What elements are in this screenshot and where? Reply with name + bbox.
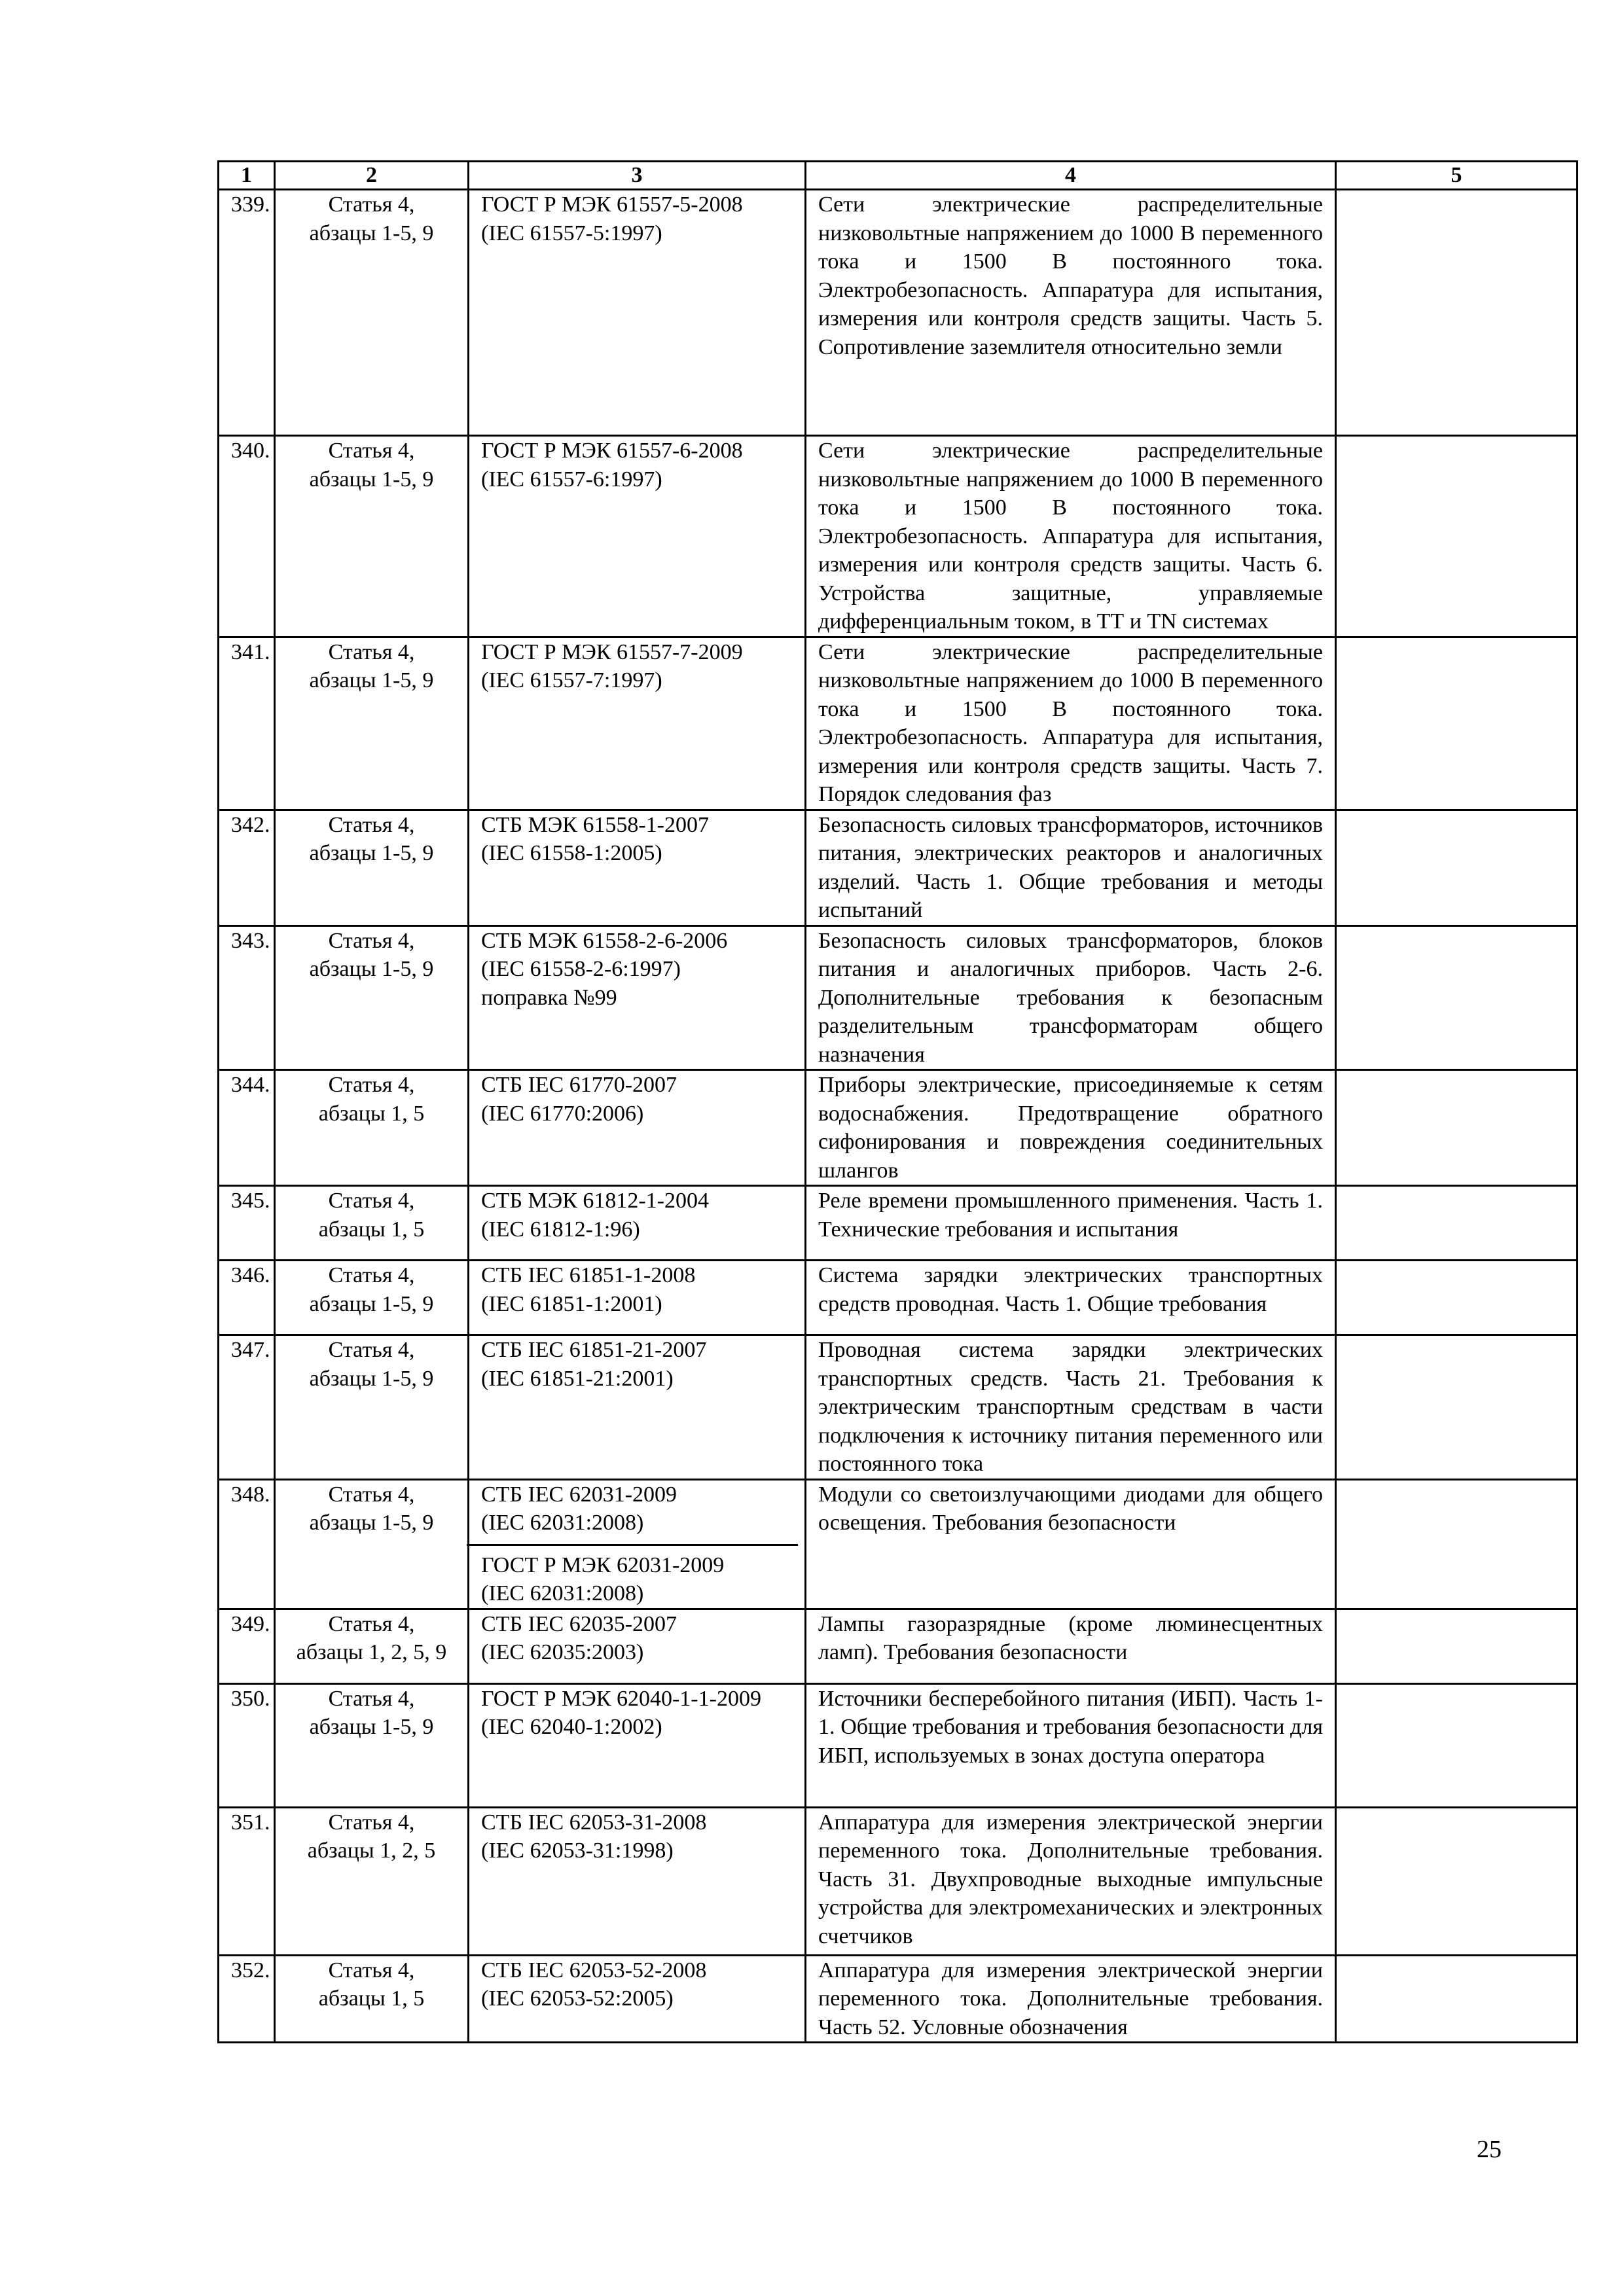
article-cell: [275, 1807, 469, 1955]
row-number: 350.: [219, 1683, 275, 1807]
row-number: 351.: [219, 1807, 275, 1955]
notes-cell: [1336, 1261, 1578, 1335]
notes-cell: [1336, 1807, 1578, 1955]
standard-line: СТБ IEC 62031-2009: [481, 1482, 677, 1507]
description-cell: Безопасность силовых трансформаторов, источников питания, электрических реакторов и аналогичных изделий. Часть 1. Общие требования и методы испытаний: [806, 810, 1336, 925]
standard-cell: [469, 1335, 806, 1480]
standard-block: [467, 1544, 798, 1608]
article-cell: [275, 925, 469, 1070]
article-line: абзацы 1-5, 9: [309, 467, 434, 492]
standard-cell: [469, 810, 806, 925]
standard-block: [481, 1187, 793, 1244]
description-cell: Система зарядки электрических транспортных средств проводная. Часть 1. Общие требования: [806, 1261, 1336, 1335]
standard-line: (IEC 62031:2008): [481, 1581, 644, 1605]
standard-block: [481, 1956, 793, 2013]
description-cell: Сети электрические распределительные низковольтные напряжением до 1000 В переменного тока и 1500 В постоянного тока. Электробезопасность. Аппаратура для испытания, измерения или контроля средств защиты. Часть 7. Порядок следования фаз: [806, 637, 1336, 810]
table-body: [219, 190, 1578, 2043]
standard-cell: [469, 1609, 806, 1683]
standard-cell: [469, 637, 806, 810]
standard-line: (IEC 61557-7:1997): [481, 668, 662, 692]
article-cell: [275, 1609, 469, 1683]
standard-line: поправка №99: [481, 985, 617, 1010]
notes-cell: [1336, 810, 1578, 925]
description-cell: Модули со светоизлучающими диодами для общего освещения. Требования безопасности: [806, 1479, 1336, 1609]
article-line: абзацы 1, 5: [318, 1217, 425, 1242]
standard-line: СТБ IEC 62035-2007: [481, 1611, 677, 1636]
header-col-2: 2: [275, 162, 469, 190]
article-line: Статья 4,: [328, 192, 415, 217]
description-cell: Аппаратура для измерения электрической энергии переменного тока. Дополнительные требования. Часть 31. Двухпроводные выходные импульсные устройства для электромеханических и электронных счетчиков: [806, 1807, 1336, 1955]
notes-cell: [1336, 1186, 1578, 1261]
row-number: 339.: [219, 190, 275, 436]
article-line: Статья 4,: [328, 1810, 415, 1835]
row-number: 352.: [219, 1955, 275, 2043]
article-line: Статья 4,: [328, 928, 415, 953]
row-number: 341.: [219, 637, 275, 810]
standards-table: [217, 160, 1578, 2043]
row-number: 344.: [219, 1070, 275, 1186]
description-cell: Аппаратура для измерения электрической энергии переменного тока. Дополнительные требования. Часть 52. Условные обозначения: [806, 1955, 1336, 2043]
article-line: абзацы 1, 2, 5, 9: [296, 1640, 447, 1664]
article-line: абзацы 1, 5: [318, 1986, 425, 2011]
article-cell: [275, 1335, 469, 1480]
notes-cell: [1336, 1070, 1578, 1186]
standard-line: СТБ МЭК 61812-1-2004: [481, 1189, 709, 1213]
standard-line: (IEC 61558-1:2005): [481, 841, 662, 865]
article-cell: [275, 190, 469, 436]
table-row: [219, 1807, 1578, 1955]
standard-block: [481, 1071, 793, 1128]
standard-cell: [469, 190, 806, 436]
article-line: Статья 4,: [328, 1482, 415, 1507]
standard-block: [481, 1336, 793, 1393]
standard-cell: [469, 1479, 806, 1609]
standard-line: ГОСТ Р МЭК 62040-1-1-2009: [481, 1686, 761, 1711]
standard-line: (IEC 61851-21:2001): [481, 1366, 674, 1391]
table-row: [219, 1261, 1578, 1335]
standard-line: (IEC 62035:2003): [481, 1640, 644, 1664]
standard-line: (IEC 61812-1:96): [481, 1217, 640, 1242]
row-number: 346.: [219, 1261, 275, 1335]
standard-line: (IEC 62031:2008): [481, 1511, 644, 1535]
article-line: Статья 4,: [328, 1686, 415, 1711]
notes-cell: [1336, 436, 1578, 637]
notes-cell: [1336, 925, 1578, 1070]
article-line: Статья 4,: [328, 1338, 415, 1362]
article-cell: [275, 1261, 469, 1335]
row-number: 345.: [219, 1186, 275, 1261]
article-line: Статья 4,: [328, 1263, 415, 1287]
standard-block: [481, 811, 793, 868]
article-cell: [275, 436, 469, 637]
standard-line: ГОСТ Р МЭК 62031-2009: [481, 1552, 725, 1577]
standard-block: [481, 437, 793, 493]
table-row: [219, 1335, 1578, 1480]
notes-cell: [1336, 1955, 1578, 2043]
standard-line: (IEC 62040-1:2002): [481, 1715, 662, 1739]
article-line: абзацы 1, 5: [318, 1101, 425, 1126]
standard-line: (IEC 61770:2006): [481, 1101, 644, 1126]
table-row: [219, 1955, 1578, 2043]
standard-line: ГОСТ Р МЭК 61557-5-2008: [481, 192, 743, 217]
description-cell: Источники бесперебойного питания (ИБП). Часть 1-1. Общие требования и требования безопасности для ИБП, используемых в зонах доступа оператора: [806, 1683, 1336, 1807]
table-row: [219, 1683, 1578, 1807]
description-cell: Реле времени промышленного применения. Часть 1. Технические требования и испытания: [806, 1186, 1336, 1261]
standard-cell: [469, 1070, 806, 1186]
article-cell: [275, 1070, 469, 1186]
article-line: Статья 4,: [328, 1958, 415, 1982]
article-cell: [275, 810, 469, 925]
row-number: 348.: [219, 1479, 275, 1609]
header-col-3: 3: [469, 162, 806, 190]
article-line: Статья 4,: [328, 812, 415, 837]
table-row: [219, 925, 1578, 1070]
article-line: абзацы 1-5, 9: [309, 841, 434, 865]
standard-line: СТБ IEC 62053-31-2008: [481, 1810, 707, 1835]
table-row: [219, 190, 1578, 436]
standard-block: [481, 1685, 793, 1742]
standard-line: ГОСТ Р МЭК 61557-7-2009: [481, 639, 743, 664]
standard-block: [481, 638, 793, 695]
standard-line: СТБ МЭК 61558-2-6-2006: [481, 928, 728, 953]
header-col-4: 4: [806, 162, 1336, 190]
article-cell: [275, 1479, 469, 1609]
standard-cell: [469, 1955, 806, 2043]
row-number: 343.: [219, 925, 275, 1070]
row-number: 342.: [219, 810, 275, 925]
table-row: [219, 1479, 1578, 1609]
standard-cell: [469, 1186, 806, 1261]
article-line: Статья 4,: [328, 439, 415, 463]
article-line: абзацы 1-5, 9: [309, 1366, 434, 1391]
description-cell: Приборы электрические, присоединяемые к сетям водоснабжения. Предотвращение обратного сифонирования и повреждения соединительных шлангов: [806, 1070, 1336, 1186]
standard-line: СТБ IEC 61851-21-2007: [481, 1338, 707, 1362]
standard-line: (IEC 61851-1:2001): [481, 1291, 662, 1316]
description-cell: Лампы газоразрядные (кроме люминесцентных ламп). Требования безопасности: [806, 1609, 1336, 1683]
article-line: Статья 4,: [328, 1073, 415, 1097]
header-col-5: 5: [1336, 162, 1578, 190]
notes-cell: [1336, 1335, 1578, 1480]
standard-cell: [469, 1807, 806, 1955]
standard-block: [481, 927, 793, 1013]
article-line: абзацы 1-5, 9: [309, 957, 434, 981]
article-line: абзацы 1-5, 9: [309, 1291, 434, 1316]
article-line: абзацы 1-5, 9: [309, 1511, 434, 1535]
row-number: 347.: [219, 1335, 275, 1480]
notes-cell: [1336, 1683, 1578, 1807]
notes-cell: [1336, 1609, 1578, 1683]
standard-block: [481, 1480, 793, 1537]
article-cell: [275, 1186, 469, 1261]
article-cell: [275, 637, 469, 810]
article-cell: [275, 1955, 469, 2043]
article-line: абзацы 1-5, 9: [309, 221, 434, 245]
notes-cell: [1336, 637, 1578, 810]
standard-block: [481, 1610, 793, 1667]
standard-line: ГОСТ Р МЭК 61557-6-2008: [481, 439, 743, 463]
notes-cell: [1336, 1479, 1578, 1609]
header-row: [219, 162, 1578, 190]
description-cell: Проводная система зарядки электрических транспортных средств. Часть 21. Требования к электрическим транспортным средствам в части подключения к источнику питания переменного или постоянного тока: [806, 1335, 1336, 1480]
description-cell: Сети электрические распределительные низковольтные напряжением до 1000 В переменного тока и 1500 В постоянного тока. Электробезопасность. Аппаратура для испытания, измерения или контроля средств защиты. Часть 6. Устройства защитные, управляемые дифференциальным током, в ТТ и TN системах: [806, 436, 1336, 637]
table-row: [219, 637, 1578, 810]
description-cell: Безопасность силовых трансформаторов, блоков питания и аналогичных приборов. Часть 2-6. Дополнительные требования к безопасным разделительным трансформаторам общего назначения: [806, 925, 1336, 1070]
table-row: [219, 1186, 1578, 1261]
header-col-1: 1: [219, 162, 275, 190]
page-number: 25: [1477, 2136, 1502, 2163]
article-line: Статья 4,: [328, 1611, 415, 1636]
article-line: Статья 4,: [328, 1189, 415, 1213]
notes-cell: [1336, 190, 1578, 436]
standard-line: (IEC 61557-5:1997): [481, 221, 662, 245]
row-number: 349.: [219, 1609, 275, 1683]
standard-line: (IEC 62053-31:1998): [481, 1839, 674, 1863]
standard-block: [481, 190, 793, 247]
standard-cell: [469, 1261, 806, 1335]
row-number: 340.: [219, 436, 275, 637]
standard-cell: [469, 925, 806, 1070]
standard-block: [481, 1261, 793, 1318]
article-line: Статья 4,: [328, 639, 415, 664]
standard-line: (IEC 61558-2-6:1997): [481, 957, 681, 981]
table-row: [219, 810, 1578, 925]
table-row: [219, 1609, 1578, 1683]
standard-line: (IEC 61557-6:1997): [481, 467, 662, 492]
standard-line: (IEC 62053-52:2005): [481, 1986, 674, 2011]
table-row: [219, 1070, 1578, 1186]
standard-cell: [469, 436, 806, 637]
standard-line: СТБ МЭК 61558-1-2007: [481, 812, 709, 837]
description-cell: Сети электрические распределительные низковольтные напряжением до 1000 В переменного тока и 1500 В постоянного тока. Электробезопасность. Аппаратура для испытания, измерения или контроля средств защиты. Часть 5. Сопротивление заземлителя относительно земли: [806, 190, 1336, 436]
article-line: абзацы 1-5, 9: [309, 1715, 434, 1739]
article-line: абзацы 1, 2, 5: [307, 1839, 436, 1863]
article-cell: [275, 1683, 469, 1807]
table-header: [219, 162, 1578, 190]
table-row: [219, 436, 1578, 637]
standard-line: СТБ IEC 62053-52-2008: [481, 1958, 707, 1982]
standard-line: СТБ IEC 61851-1-2008: [481, 1263, 696, 1287]
standard-cell: [469, 1683, 806, 1807]
standard-line: СТБ IEC 61770-2007: [481, 1073, 677, 1097]
standard-block: [481, 1808, 793, 1865]
article-line: абзацы 1-5, 9: [309, 668, 434, 692]
